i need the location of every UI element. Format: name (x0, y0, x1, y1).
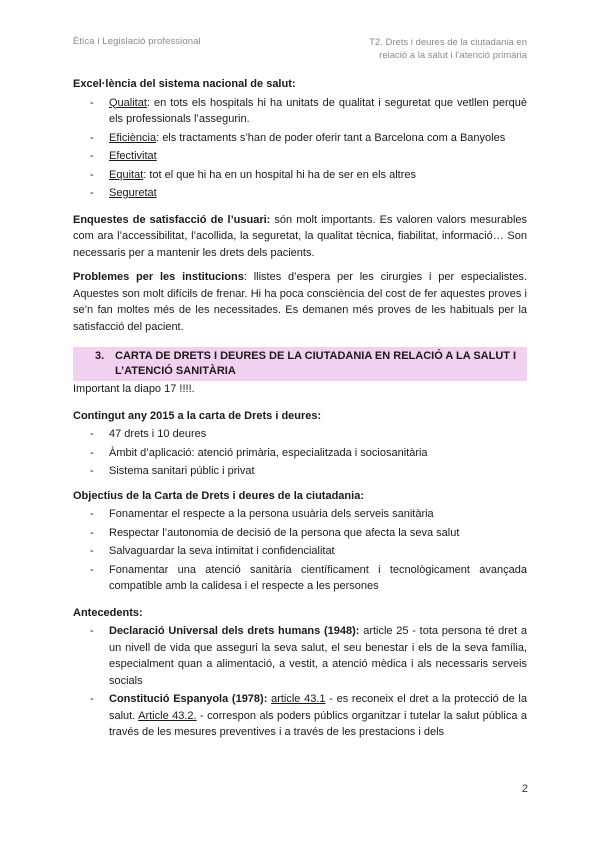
problems-paragraph (73, 269, 527, 335)
list-text: : tot el que hi ha en un hospital hi ha de ser en els altres (143, 168, 416, 181)
section-3-heading (73, 347, 527, 381)
antecedent-text: article 25 - tota persona té dret a un nivell de vida que asseguri la seva salut, el seu benestar i els de la seva família, especialment quan a alimentació, a vestit, a atenció mèdica i als necessaris serveis socials (109, 625, 527, 687)
list-item (73, 623, 527, 689)
page-number: 2 (521, 783, 528, 795)
problems-text: : llistes d’espera per les cirurgies i per especialistes. Aquestes son molt difícils de frenar. Hi ha poca consciència del cost de fer aquestes proves i se’n fan moltes més de les necessitades. Es demanen més proves de les habituals per la satisfacció del pacient. (73, 271, 527, 333)
content-2015-heading: Contingut any 2015 a la carta de Drets i deures: (73, 409, 322, 422)
list-term: Qualitat (109, 96, 147, 109)
excellence-list (73, 95, 527, 202)
section-note: Important la diapo 17 !!!!. (73, 383, 195, 395)
header-topic-line1: T2. Drets i deures de la ciutadania en (369, 37, 527, 48)
list-item: - 47 drets i 10 deures (73, 426, 527, 443)
article-ref: article 43.1 (271, 693, 326, 705)
header-topic-title (369, 36, 527, 62)
surveys-paragraph (73, 212, 527, 262)
list-term: Eficiència (109, 131, 157, 144)
surveys-text: són molt importants. Es valoren valors mesurables com ara l’accessibilitat, l’acollida, la seguretat, la qualitat tècnica, fiabilitat, informació… Son necessaris per a mantenir les drets dels pacients. (73, 213, 528, 259)
header-course-title: Ètica i Legislació professional (73, 36, 201, 47)
section-number: 3. (95, 350, 105, 362)
antecedents-heading: Antecedents: (73, 606, 143, 619)
list-text: : els tractaments s’han de poder oferir tant a Barcelona com a Banyoles (156, 131, 506, 144)
document-body (73, 76, 527, 741)
list-item (73, 185, 527, 202)
list-text: : en tots els hospitals hi ha unitats de qualitat i seguretat que vetllen perquè els professionals l’assegurin. (109, 96, 527, 125)
excellence-heading: Excel·lència del sistema nacional de salut: (73, 78, 296, 90)
antecedent-lead: Declaració Universal dels drets humans (1948): (109, 625, 360, 637)
list-item (73, 95, 527, 128)
list-term: Efectivitat (109, 150, 157, 162)
article-ref: Article 43.2. (138, 709, 197, 722)
list-item: - Salvaguardar la seva intimitat i confidencialitat (73, 543, 527, 560)
objectives-list (73, 506, 527, 595)
content-2015-list (73, 426, 527, 480)
antecedents-list (73, 623, 527, 741)
antecedent-lead: Constitució Espanyola (1978): (109, 693, 268, 705)
section-title: CARTA DE DRETS I DEURES DE LA CIUTADANIA EN RELACIÓ A LA SALUT I L’ATENCIÓ SANITÀRIA (115, 350, 517, 377)
list-item: - Sistema sanitari públic i privat (73, 463, 527, 480)
problems-lead: Problemes per les institucions (73, 271, 244, 283)
list-term: Equitat (109, 168, 144, 181)
antecedent-text: - es reconeix el dret a la protecció de la salut. (109, 693, 527, 722)
list-item (73, 130, 527, 147)
list-item: - Fonamentar una atenció sanitària científicament i tecnològicament avançada compatible amb la calidesa i el respecte a les persones (73, 562, 527, 595)
list-item (73, 148, 527, 165)
list-item: - Respectar l’autonomia de decisió de la persona que afecta la seva salut (73, 525, 527, 542)
objectives-heading: Objectius de la Carta de Drets i deures de la ciutadania: (73, 489, 364, 502)
list-item: - Fonamentar el respecte a la persona usuària dels serveis sanitària (73, 506, 527, 523)
list-item (73, 691, 527, 741)
list-term: Seguretat (109, 187, 157, 199)
list-item (73, 167, 527, 184)
header-topic-line2: relació a la salut i l’atenció primària (379, 50, 527, 61)
antecedent-text: - correspon als poders públics organitzar i tutelar la salut pública a través de les mesures preventives i a través de les prestacions i dels (109, 709, 527, 738)
list-item: - Àmbit d’aplicació: atenció primària, especialitzada i sociosanitària (73, 445, 527, 462)
surveys-lead: Enquestes de satisfacció de l’usuari: (73, 213, 271, 226)
